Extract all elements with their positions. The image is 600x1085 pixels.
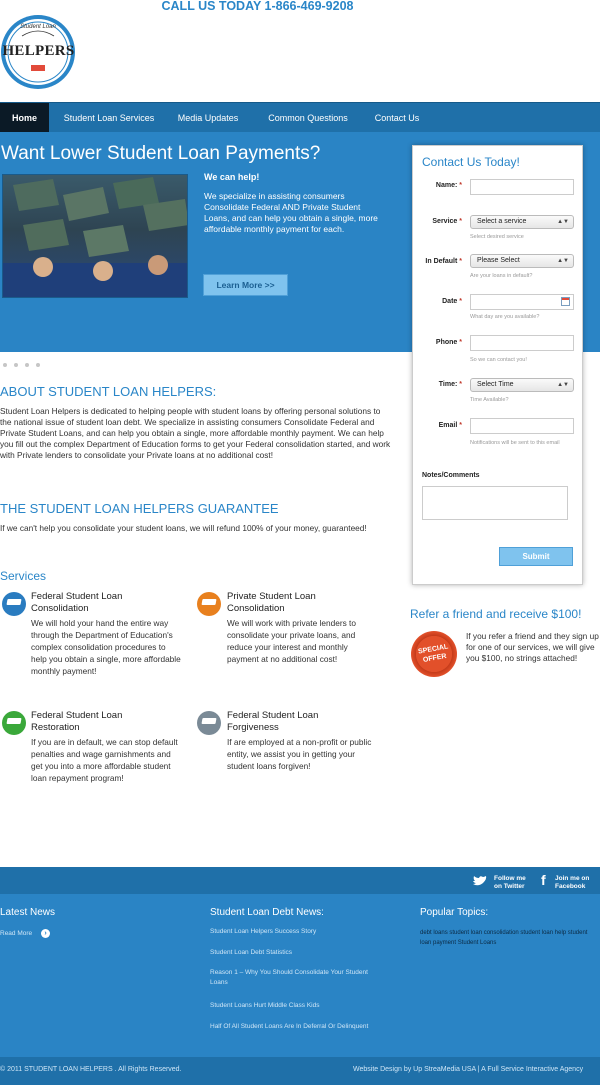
hero-text: We specialize in assisting consumers Consolidate Federal AND Private Student Loans, and can help you obtain a single, more affordable monthly payment for each. xyxy=(204,191,378,234)
service-title[interactable]: Federal Student Loan Restoration xyxy=(31,710,123,733)
nav-student-loan-services[interactable]: Student Loan Services xyxy=(63,113,155,123)
notes-label: Notes/Comments xyxy=(422,472,480,479)
nav-media-updates[interactable]: Media Updates xyxy=(177,113,239,123)
name-input[interactable] xyxy=(470,179,574,195)
guarantee-text: If we can't help you consolidate your student loans, we will refund 100% of your money, guaranteed! xyxy=(0,523,367,533)
email-input[interactable] xyxy=(470,418,574,434)
about-text: Student Loan Helpers is dedicated to helping people with student loans by offering personal solutions to the national issue of student loan debt. We specialize in assisting consumers Consolidate Federal and Private Student Loans, and can help you obtain a single, more affordable monthly payment. We can help you fill out the complex Department of Education forms to get your Federal consolidation started, and work with Private lenders to consolidate your Private loans at no additional cost! xyxy=(0,406,391,460)
default-label: In Default * xyxy=(425,258,462,265)
main-nav xyxy=(0,102,600,132)
date-hint: What day are you available? xyxy=(470,314,540,320)
service-label: Service * xyxy=(432,218,462,225)
graduation-cap-icon xyxy=(197,592,221,616)
badge-text: SPECIAL OFFER xyxy=(417,643,449,664)
refer-text: If you refer a friend and they sign up for one of our services, we will give you $100, no strings attached! xyxy=(466,631,599,663)
services-title: Services xyxy=(0,569,47,583)
select-arrows-icon: ▲▼ xyxy=(557,382,569,388)
popular-topics-tags[interactable]: debt loans student loan consolidation student loan help student loan payment Student Loans xyxy=(420,930,588,946)
twitter-bird-icon[interactable] xyxy=(472,875,488,887)
debt-news-link[interactable]: Student Loan Helpers Success Story xyxy=(210,928,317,935)
calendar-icon[interactable] xyxy=(561,297,570,306)
default-hint: Are your loans in default? xyxy=(470,273,533,279)
date-label: Date * xyxy=(442,298,462,305)
select-arrows-icon: ▲▼ xyxy=(557,258,569,264)
slider-dot[interactable] xyxy=(3,363,7,367)
email-hint: Notifications will be sent to this email xyxy=(470,440,560,446)
graduation-cap-icon xyxy=(2,711,26,735)
nav-home[interactable]: Home xyxy=(0,103,49,133)
select-arrows-icon: ▲▼ xyxy=(557,219,569,225)
service-title[interactable]: Federal Student Loan Forgiveness xyxy=(227,710,319,733)
service-text: If are employed at a non-profit or public entity, we assist you in getting your student loans forgiven! xyxy=(227,737,372,771)
credit-link[interactable]: Website Design by Up StreaMedia USA | A Full Service Interactive Agency xyxy=(353,1066,584,1073)
logo-tagline: Student Loan xyxy=(20,24,56,30)
nav-common-questions[interactable]: Common Questions xyxy=(268,113,348,123)
popular-topics-title: Popular Topics: xyxy=(420,907,489,918)
copyright-text: © 2011 STUDENT LOAN HELPERS . All Rights Reserved. xyxy=(0,1066,182,1073)
refer-title: Refer a friend and receive $100! xyxy=(410,607,582,621)
notes-textarea[interactable] xyxy=(422,486,568,520)
latest-news-title: Latest News xyxy=(0,907,56,918)
debt-news-link[interactable]: Reason 1 – Why You Should Consolidate Your Student Loans xyxy=(210,969,368,986)
email-label: Email * xyxy=(438,422,462,429)
hero-subtitle: We can help! xyxy=(204,172,260,182)
time-label: Time: * xyxy=(438,381,462,388)
facebook-icon[interactable]: f xyxy=(541,872,546,888)
submit-button[interactable]: Submit xyxy=(499,547,573,566)
logo-word: HELPERS xyxy=(2,43,75,59)
default-select[interactable]: Please Select ▲▼ xyxy=(470,254,574,268)
facebook-link[interactable]: Join me on Facebook xyxy=(555,875,590,890)
debt-news-link[interactable]: Student Loans Hurt Middle Class Kids xyxy=(210,1002,320,1009)
about-title: ABOUT STUDENT LOAN HELPERS: xyxy=(0,384,217,399)
service-text: We will work with private lenders to consolidate your private loans, and reduce your interest and monthly payment at no additional cost! xyxy=(227,618,356,664)
slider-dot[interactable] xyxy=(14,363,18,367)
graduation-cap-icon xyxy=(197,711,221,735)
twitter-link[interactable]: Follow me on Twitter xyxy=(494,875,526,890)
phone-label: Phone * xyxy=(435,339,462,346)
service-title[interactable]: Private Student Loan Consolidation xyxy=(227,591,316,614)
call-us-phone[interactable]: CALL US TODAY 1-866-469-9208 xyxy=(161,0,354,13)
service-text: If you are in default, we can stop default penalties and wage garnishments and get you into a more affordable student loan repayment program! xyxy=(31,737,178,783)
phone-input[interactable] xyxy=(470,335,574,351)
slider-dot[interactable] xyxy=(36,363,40,367)
debt-news-title: Student Loan Debt News: xyxy=(210,907,324,918)
guarantee-title: THE STUDENT LOAN HELPERS GUARANTEE xyxy=(0,501,279,516)
form-title: Contact Us Today! xyxy=(422,155,520,169)
time-hint: Time Available? xyxy=(470,397,509,403)
read-more-link[interactable]: Read More xyxy=(0,930,33,937)
graduation-caps-image xyxy=(2,174,188,298)
slider-dot[interactable] xyxy=(25,363,29,367)
name-label: Name: * xyxy=(435,182,462,189)
service-select[interactable]: Select a service ▲▼ xyxy=(470,215,574,229)
hero-title: Want Lower Student Loan Payments? xyxy=(1,143,321,164)
learn-more-button[interactable]: Learn More >> xyxy=(203,274,288,296)
service-hint: Select desired service xyxy=(470,234,524,240)
arrow-right-icon[interactable]: › xyxy=(41,929,50,938)
date-input[interactable] xyxy=(470,294,574,310)
graduation-cap-icon xyxy=(2,592,26,616)
debt-news-link[interactable]: Student Loan Debt Statistics xyxy=(210,949,293,956)
debt-news-link[interactable]: Half Of All Student Loans Are In Deferral Or Delinquent xyxy=(210,1023,369,1030)
phone-hint: So we can contact you! xyxy=(470,357,527,363)
service-text: We will hold your hand the entire way through the Department of Education's complex consolidation procedures to help you obtain a single, more affordable monthly payment! xyxy=(31,618,181,676)
nav-contact-us[interactable]: Contact Us xyxy=(374,113,420,123)
time-select[interactable]: Select Time ▲▼ xyxy=(470,378,574,392)
service-title[interactable]: Federal Student Loan Consolidation xyxy=(31,591,123,614)
